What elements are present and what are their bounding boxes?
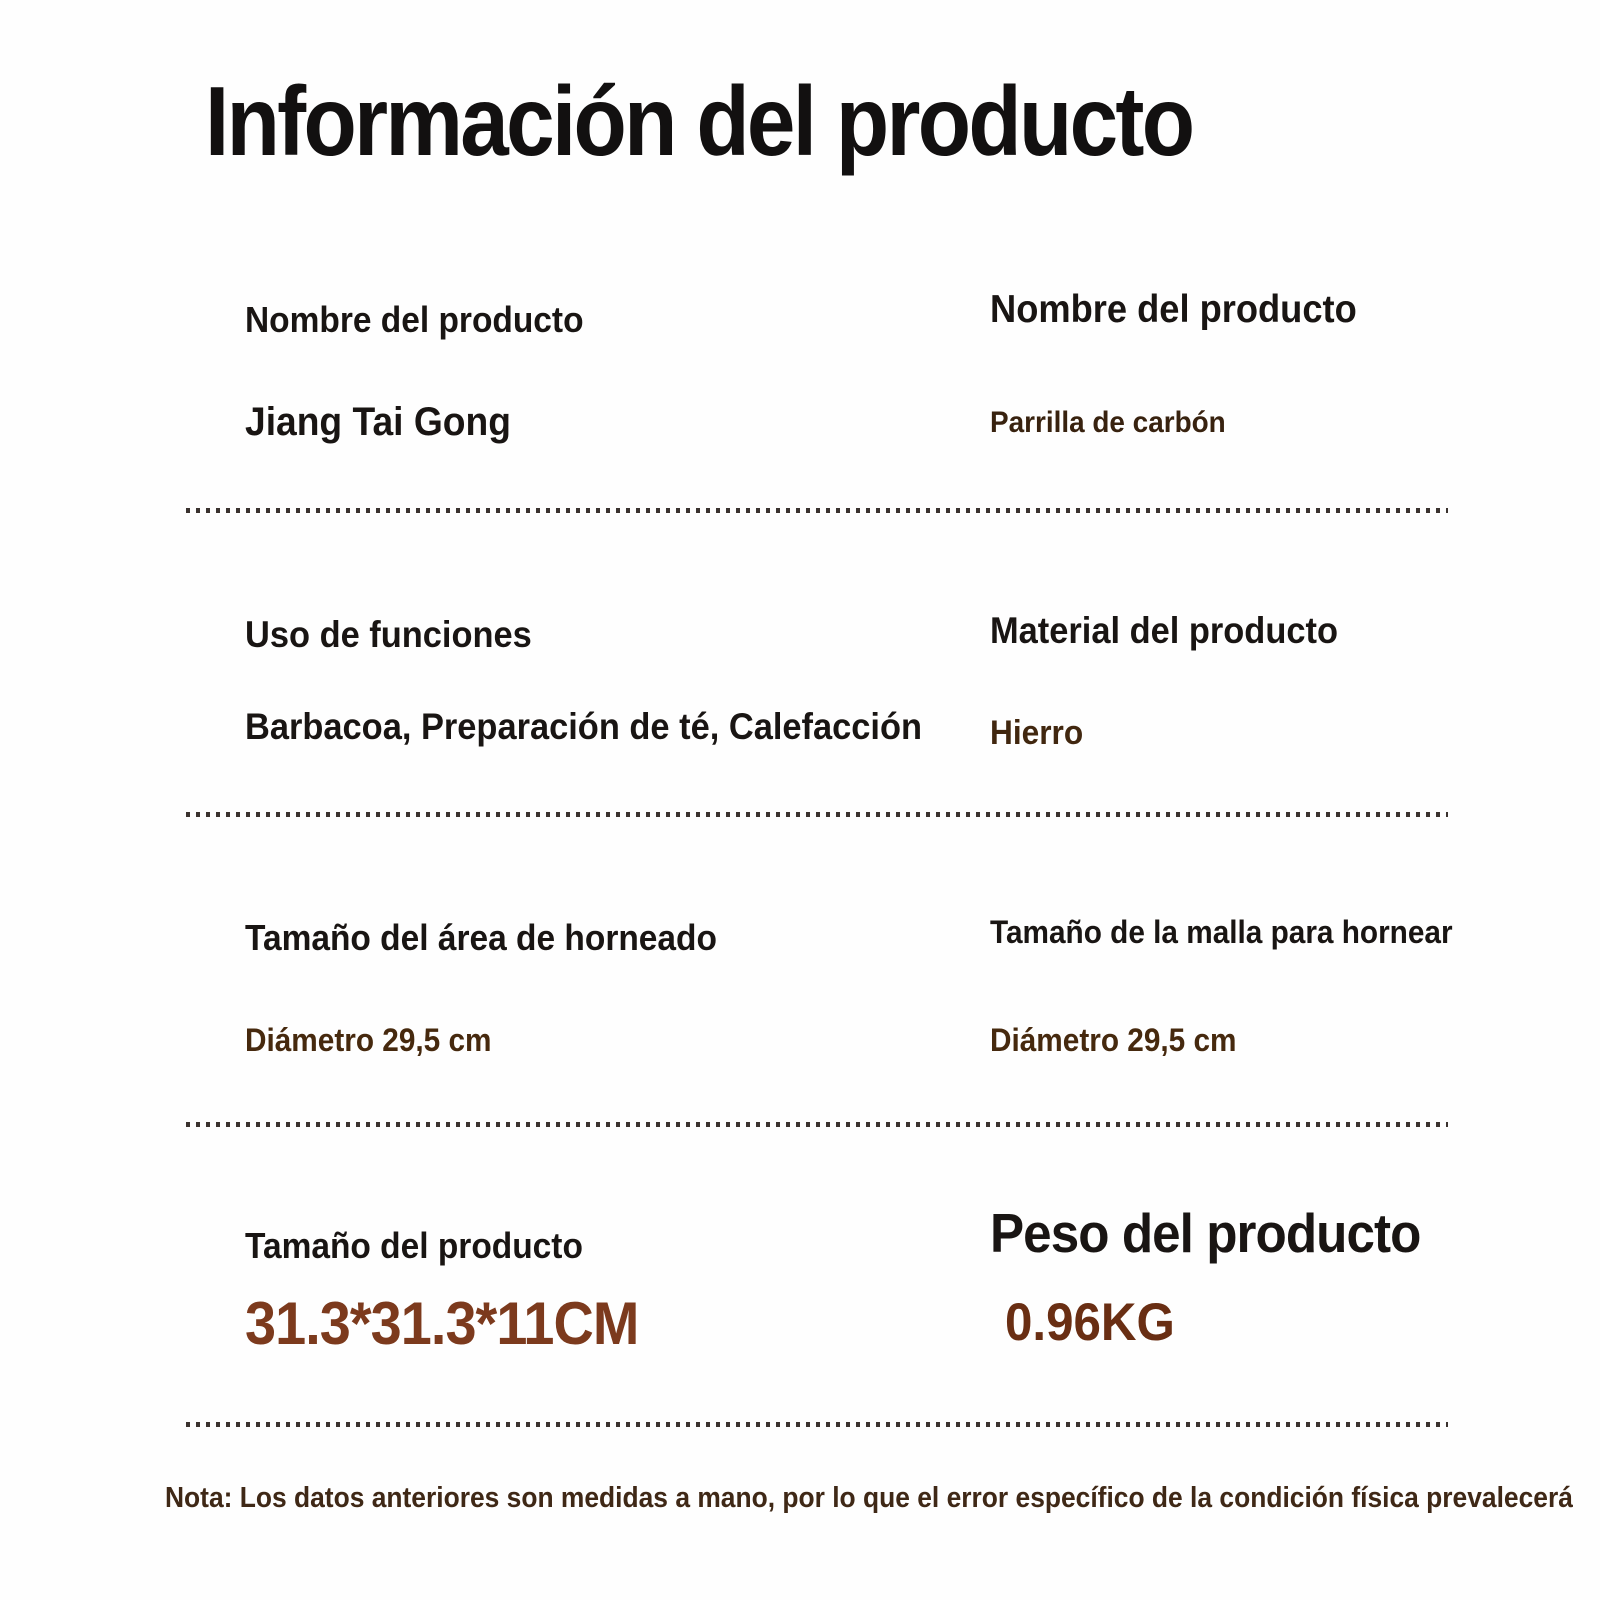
measurement-note: Nota: Los datos anteriores son medidas a mano, por lo que el error específico de la condición física prevalecerá (165, 1482, 1573, 1514)
product-size-label: Tamaño del producto (245, 1225, 583, 1266)
divider (186, 812, 1448, 817)
divider (186, 508, 1448, 513)
product-name-label-right: Nombre del producto (990, 288, 1357, 331)
product-name-value-right: Parrilla de carbón (990, 406, 1226, 439)
baking-area-size-label: Tamaño del área de horneado (245, 917, 717, 958)
material-value: Hierro (990, 714, 1084, 752)
page-title: Información del producto (205, 66, 1193, 176)
divider (186, 1122, 1448, 1127)
product-name-label-left: Nombre del producto (245, 299, 584, 340)
baking-mesh-size-label: Tamaño de la malla para hornear (990, 914, 1453, 950)
function-use-value: Barbacoa, Preparación de té, Calefacción (245, 706, 922, 747)
baking-mesh-size-value: Diámetro 29,5 cm (990, 1022, 1237, 1058)
divider (186, 1422, 1448, 1427)
product-name-value-left: Jiang Tai Gong (245, 400, 511, 444)
baking-area-size-value: Diámetro 29,5 cm (245, 1022, 492, 1058)
material-label: Material del producto (990, 610, 1338, 651)
product-weight-value: 0.96KG (1005, 1293, 1175, 1352)
product-size-value: 31.3*31.3*11CM (245, 1290, 639, 1357)
function-use-label: Uso de funciones (245, 614, 532, 655)
product-weight-label: Peso del producto (990, 1202, 1421, 1264)
